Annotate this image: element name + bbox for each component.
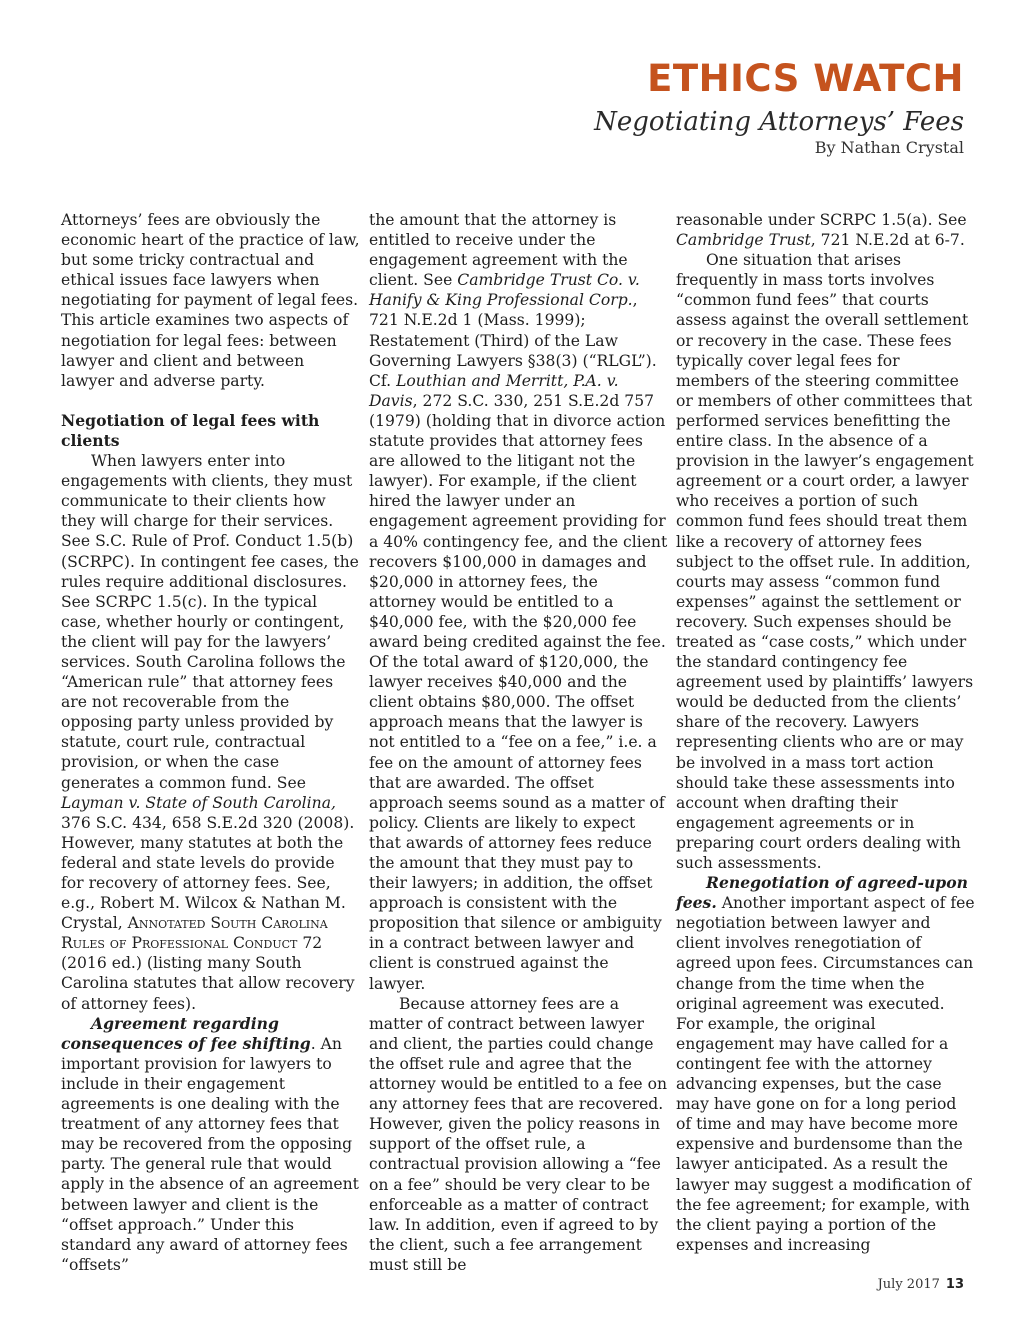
book-title: Annotated South Carolina Rules of Professional Conduct xyxy=(61,914,328,953)
text-run: 376 S.C. 434, 658 S.E.2d 320 (2008). However, many statutes at both the federal and state levels do provide for recovery of attorney fees. See, e.g., Robert M. Wilcox & Nathan M. Crystal, xyxy=(61,813,355,933)
article-header xyxy=(594,56,964,158)
case-citation: Cambridge Trust xyxy=(676,231,811,250)
body-paragraph xyxy=(676,873,976,1255)
case-citation: Layman v. State of South Carolina, xyxy=(61,793,336,812)
column-3 xyxy=(676,210,976,1255)
body-paragraph xyxy=(61,451,361,1014)
run-in-heading: Agreement regarding consequences of fee shifting xyxy=(61,1013,311,1053)
case-citation: Louthian and Merritt, P.A. v. Davis xyxy=(369,371,619,410)
column-2 xyxy=(369,210,669,1275)
section-kicker: ETHICS WATCH xyxy=(647,57,964,100)
column-1 xyxy=(61,210,361,1275)
text-run: the amount that the attorney is entitled to receive under the engagement agreement with the client. See xyxy=(369,211,628,290)
section-heading: Negotiation of legal fees with clients xyxy=(61,410,320,450)
issue-date: July 2017 xyxy=(877,1277,940,1292)
text-run: . An important provision for lawyers to include in their engagement agreements is one dealing with the treatment of any attorney fees that may be recovered from the opposing party. The general rule that would apply in the absence of an agreement between lawyer and client is the “offset approach.” Under this standard any award of attorney fees “offsets” xyxy=(61,1034,359,1274)
page-number: 13 xyxy=(945,1277,964,1292)
case-citation: Cambridge Trust Co. v. Hanify & King Professional Corp. xyxy=(369,271,640,310)
body-paragraph xyxy=(369,210,669,994)
run-in-heading: Renegotiation of agreed-upon fees. xyxy=(676,873,968,913)
byline: By Nathan Crystal xyxy=(814,138,964,157)
article-title: Negotiating Attorneys’ Fees xyxy=(594,107,964,137)
body-paragraph xyxy=(676,210,976,250)
body-paragraph xyxy=(61,1014,361,1275)
text-run: , 721 N.E.2d 1 (Mass. 1999); Restatement (Third) of the Law Governing Lawyers §38(3) (“RLGL”). Cf. xyxy=(369,291,657,390)
body-paragraph: One situation that arises frequently in mass torts involves “common fund fees” that courts assess against the overall settlement or recovery in the case. These fees typically cover legal fees for members of the steering committee or members of other committees that performed services benefitting the entire class. In the absence of a provision in the lawyer’s engagement agreement or a court order, a lawyer who receives a portion of such common fund fees should treat them like a recovery of attorney fees subject to the offset rule. In addition, courts may assess “common fund expenses” against the settlement or recovery. Such expenses should be treated as “case costs,” which under the standard contingency fee agreement used by plaintiffs’ lawyers would be deducted from the clients’ share of the recovery. Lawyers representing clients who are or may be involved in a mass tort action should take these assessments into account when drafting their engagement agreements or in preparing court orders dealing with such assessments. xyxy=(676,251,974,872)
intro-paragraph: Attorneys’ fees are obviously the economic heart of the practice of law, but some tricky contractual and ethical issues face lawyers when negotiating for payment of legal fees. This article examines two aspects of negotiation for legal fees: between lawyer and client and between lawyer and adverse party. xyxy=(61,211,360,390)
text-run: 72 (2016 ed.) (listing many South Carolina statutes that allow recovery of attorney fees). xyxy=(61,934,355,1013)
text-run: , 721 N.E.2d at 6-7. xyxy=(810,231,965,250)
body-paragraph: Because attorney fees are a matter of contract between lawyer and client, the parties could change the offset rule and agree that the attorney would be entitled to a fee on any attorney fees that are recovered. However, given the policy reasons in support of the offset rule, a contractual provision allowing a “fee on a fee” should be very clear to be enforceable as a matter of contract law. In addition, even if agreed to by the client, such a fee arrangement must still be xyxy=(369,994,668,1274)
text-run: Another important aspect of fee negotiation between lawyer and client involves renegotiation of agreed upon fees. Circumstances can change from the time when the original agreement was executed. For example, the original engagement may have called for a contingent fee with the attorney advancing expenses, but the case may have gone on for a long period of time and may have become more expensive and burdensome than the lawyer anticipated. As a result the lawyer may suggest a modification of the fee agreement; for example, with the client paying a portion of the expenses and increasing xyxy=(676,894,975,1254)
text-run: , 272 S.C. 330, 251 S.E.2d 757 (1979) (holding that in divorce action statute provides that attorney fees are allowed to the litigant not the lawyer). For example, if the client hired the lawyer under an engagement agreement providing for a 40% contingency fee, and the client recovers $100,000 in damages and $20,000 in attorney fees, the attorney would be entitled to a $40,000 fee, with the $20,000 fee award being credited against the fee. Of the total award of $120,000, the lawyer receives $40,000 and the client obtains $80,000. The offset approach means that the lawyer is not entitled to a “fee on a fee,” i.e. a fee on the amount of attorney fees that are awarded. The offset approach seems sound as a matter of policy. Clients are likely to expect that awards of attorney fees reduce the amount that they must pay to their lawyers; in addition, the offset approach is consistent with the proposition that silence or ambiguity in a contract between lawyer and client is construed against the lawyer. xyxy=(369,391,668,993)
text-run: reasonable under SCRPC 1.5(a). See xyxy=(676,211,967,229)
page-footer xyxy=(878,1277,964,1292)
text-run: When lawyers enter into engagements with clients, they must communicate to their clients how they will charge for their services. See S.C. Rule of Prof. Conduct 1.5(b) (SCRPC). In contingent fee cases, the rules require additional disclosures. See SCRPC 1.5(c). In the typical case, whether hourly or contingent, the client will pay for the lawyers’ services. South Carolina follows the “American rule” that attorney fees are not recoverable from the opposing party unless provided by statute, court rule, contractual provision, or when the case generates a common fund. See xyxy=(61,452,359,792)
